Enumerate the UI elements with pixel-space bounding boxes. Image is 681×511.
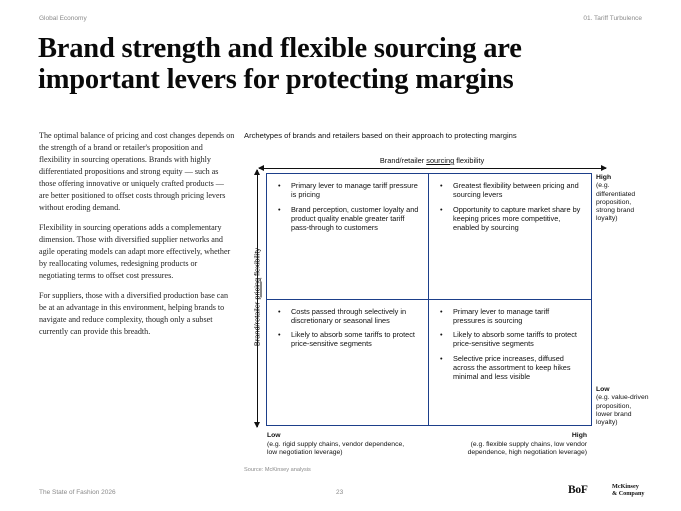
y-axis-high-desc: proposition, bbox=[596, 198, 632, 206]
body-paragraph: For suppliers, those with a diversified production base can be at an advantage in this environment, helping brands to navigate and reduce complexity, though only a subset currently can provide this breadth. bbox=[39, 291, 229, 336]
page-title: Brand strength and flexible sourcing are important levers for protecting margins bbox=[38, 33, 522, 95]
y-axis-high-desc: (e.g. bbox=[596, 182, 610, 190]
y-axis-high-desc: loyalty) bbox=[596, 215, 618, 223]
x-axis-high-desc: (e.g. flexible supply chains, low vendor bbox=[470, 440, 587, 448]
mckinsey-logo-line: & Company bbox=[612, 489, 645, 497]
y-axis-low-desc: (e.g. value-driven bbox=[596, 394, 649, 402]
page-number: 23 bbox=[336, 489, 344, 496]
x-axis-low-label bbox=[267, 432, 404, 458]
x-axis-high-desc: dependence, high negotiation leverage) bbox=[467, 449, 587, 457]
body-paragraph: Flexibility in sourcing operations adds a complementary dimension. Those with diversified supplier networks and agile operating models can adapt more effectively, whether by reallocating volumes, redesigning products or negotiating terms to offset cost pressures. bbox=[39, 223, 231, 280]
quadrant-bullet: • Likely to absorb some tariffs to protect price-sensitive segments bbox=[277, 330, 420, 349]
mckinsey-logo-line: McKinsey bbox=[612, 483, 639, 490]
body-text bbox=[39, 130, 235, 346]
quadrant-bullet: • Brand perception, customer loyalty and product quality enable greater tariff pass-through to customers bbox=[277, 205, 420, 233]
quadrant-bullet: • Primary lever to manage tariff pressure is pricing bbox=[277, 181, 420, 200]
quadrant-bullet: • Costs passed through selectively in discretionary or seasonal lines bbox=[277, 307, 420, 326]
bof-logo: BoF bbox=[568, 484, 588, 496]
y-axis-label-pre: Brand/retailer bbox=[252, 299, 262, 347]
y-axis-low-desc: lower brand bbox=[596, 410, 632, 418]
x-axis-low-title: Low bbox=[267, 432, 281, 439]
x-axis-low-desc: low negotiation leverage) bbox=[267, 449, 343, 457]
y-axis-high-desc: strong brand bbox=[596, 207, 635, 215]
quadrant-bullet: • Primary lever to manage tariff pressures is sourcing bbox=[439, 307, 583, 326]
x-axis-label-emphasis: sourcing bbox=[426, 156, 455, 165]
x-axis-label-pre: Brand/retailer bbox=[379, 156, 427, 165]
chapter-label: 01. Tariff Turbulence bbox=[583, 15, 642, 22]
source-note: Source: McKinsey analysis bbox=[244, 467, 311, 473]
body-paragraph: The optimal balance of pricing and cost changes depends on the strength of a brand or retailer's proposition and flexibility in sourcing operations. Brands with highly differentiated propositions and strong equity — such as those offering innovative or uniquely crafted products — are better positioned to offset costs through pricing levers without eroding demand. bbox=[39, 131, 235, 212]
quadrant-bullet: • Opportunity to capture market share by keeping prices more competitive, enabled by sourcing bbox=[439, 205, 583, 233]
x-axis-arrow bbox=[259, 168, 606, 169]
y-axis-label-emphasis: pricing bbox=[252, 277, 262, 300]
x-axis-low-desc: (e.g. rigid supply chains, vendor dependence, bbox=[267, 440, 405, 448]
x-axis-label-post: flexibility bbox=[454, 156, 485, 165]
quadrant-bullet: • Likely to absorb some tariffs to protect price-sensitive segments bbox=[439, 330, 583, 349]
y-axis-label-post: flexibility bbox=[252, 247, 262, 278]
y-axis-high-title: High bbox=[596, 174, 612, 181]
quadrant-bottom-right bbox=[429, 300, 591, 426]
x-axis-label bbox=[267, 156, 597, 165]
y-axis-low-desc: loyalty) bbox=[596, 419, 618, 427]
mckinsey-logo bbox=[612, 484, 645, 497]
y-axis-low-desc: proposition, bbox=[596, 402, 632, 410]
quadrant-top-right bbox=[429, 174, 591, 300]
y-axis-low-title: Low bbox=[596, 386, 610, 393]
quadrant-bottom-left bbox=[267, 300, 429, 426]
x-axis-high-label bbox=[468, 432, 587, 458]
section-label: Global Economy bbox=[39, 15, 87, 22]
quadrant-bullet: • Greatest flexibility between pricing and sourcing levers bbox=[439, 181, 583, 200]
publication-name: The State of Fashion 2026 bbox=[39, 489, 116, 496]
quadrant-top-left bbox=[267, 174, 429, 300]
quadrant-bullet: • Selective price increases, diffused across the assortment to keep hikes minimal and less visible bbox=[439, 354, 583, 382]
archetype-matrix bbox=[266, 173, 592, 426]
y-axis-high-desc: differentiated bbox=[596, 190, 636, 198]
y-axis-low-label bbox=[596, 386, 649, 427]
x-axis-high-title: High bbox=[571, 432, 587, 439]
y-axis-high-label bbox=[596, 174, 635, 224]
chart-title: Archetypes of brands and retailers based on their approach to protecting margins bbox=[244, 131, 517, 140]
y-axis-label bbox=[253, 177, 262, 417]
